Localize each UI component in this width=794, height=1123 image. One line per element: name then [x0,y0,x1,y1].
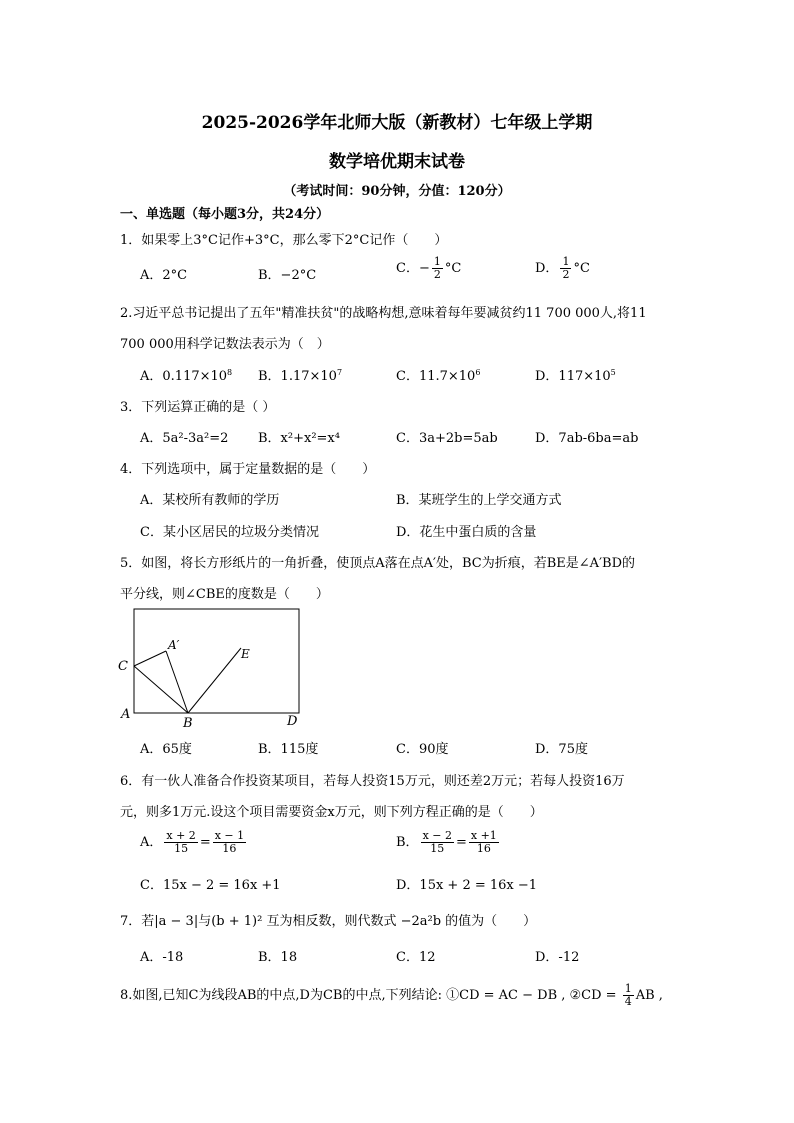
label-A-prime: A′ [168,638,180,652]
label-E: E [241,647,250,661]
question-7-option-d: D．-12 [535,950,580,965]
rectangle-outline [134,609,299,713]
question-5-option-a: A．65度 [140,742,192,757]
question-3-option-c: C．3a+2b=5ab [396,431,498,446]
question-7-option-b: B．18 [258,950,298,965]
question-3-option-a: A．5a²-3a²=2 [140,431,229,446]
question-3-stem: 3．下列运算正确的是（ ） [120,400,276,415]
question-2-option-d: D．$117\times 10^5$ [535,368,616,384]
question-2-line1: 2.习近平总书记提出了五年"精准扶贫"的战略构想,意味着每年要减贫约11 700 000人,将11 [120,306,647,321]
question-6-option-a: A． $\frac{x + 2}{15}$ = $\frac{x - 1}{16}$ [140,829,245,855]
question-2-option-a: A．$0.117\times 10^8$ [140,368,233,384]
exam-title-line1: 2025-2026学年北师大版（新教材）七年级上学期 [201,113,593,133]
question-5-line2: 平分线，则∠CBE的度数是（ ） [120,587,329,602]
question-1-option-a: A．2°C [140,268,188,283]
exam-title-line2: 数学培优期末试卷 [329,152,465,172]
section-heading: 一、单选题（每小题3分，共24分） [120,207,330,222]
question-4-option-c: C．某小区居民的垃圾分类情况 [140,525,319,540]
question-4-option-a: A．某校所有教师的学历 [140,493,280,508]
question-5-option-c: C．90度 [396,742,449,757]
exam-info: （考试时间：90分钟，分值：120分） [283,184,511,199]
question-7-stem: 7．若|a − 3|与(b + 1)² 互为相反数，则代数式 −2a²b 的值为（ ） [120,914,537,929]
question-2-line2: 700 000用科学记数法表示为（ ） [120,337,330,352]
question-1-option-d: D． $\frac{1}{2}$ °C [535,255,590,281]
question-7-option-a: A．-18 [140,950,184,965]
question-5-option-b: B．115度 [258,742,319,757]
question-3-option-d: D．7ab-6ba=ab [535,431,639,446]
question-6-line1: 6．有一伙人准备合作投资某项目，若每人投资15万元，则还差2万元；若每人投资16万 [120,774,625,789]
label-C: C [118,659,128,674]
question-6-line2: 元，则多1万元.设这个项目需要资金x万元，则下列方程正确的是（ ） [120,805,543,820]
question-2-option-c: C．$11.7\times 10^6$ [396,368,481,384]
label-A: A [121,707,131,722]
question-4-stem: 4．下列选项中，属于定量数据的是（ ） [120,462,376,477]
segment-CA-prime [134,651,166,666]
question-6-option-d: D．15x + 2 = 16x −1 [396,878,538,893]
label-D: D [287,714,298,729]
label-B: B [183,716,193,731]
question-4-option-d: D．花生中蛋白质的含量 [396,525,537,540]
question-1-option-b: B．−2°C [258,268,317,283]
question-5-option-d: D．75度 [535,742,588,757]
question-3-option-b: B．x²+x²=x⁴ [258,431,340,446]
fold-diagram [110,600,310,732]
question-5-line1: 5．如图，将长方形纸片的一角折叠，使顶点A落在点A′处，BC为折痕，若BE是∠A′BD的 [120,556,635,571]
question-1-stem: 1．如果零上3°C记作+3°C，那么零下2°C记作（ ） [120,233,448,248]
segment-BE [188,648,241,713]
question-1-option-c: C．− $\frac{1}{2}$ °C [396,255,462,281]
question-7-option-c: C．12 [396,950,436,965]
question-2-option-b: B．$1.17\times 10^7$ [258,368,343,384]
question-4-option-b: B．某班学生的上学交通方式 [396,493,562,508]
question-6-option-c: C．15x − 2 = 16x +1 [140,878,281,893]
question-8-stem: 8.如图,已知C为线段AB的中点,D为CB的中点,下列结论: ①CD = AC − DB , ②CD = $\frac{1}{4}$ AB , [120,982,663,1008]
question-6-option-b: B． $\frac{x - 2}{15}$ = $\frac{x +1}{16}$ [396,829,497,855]
